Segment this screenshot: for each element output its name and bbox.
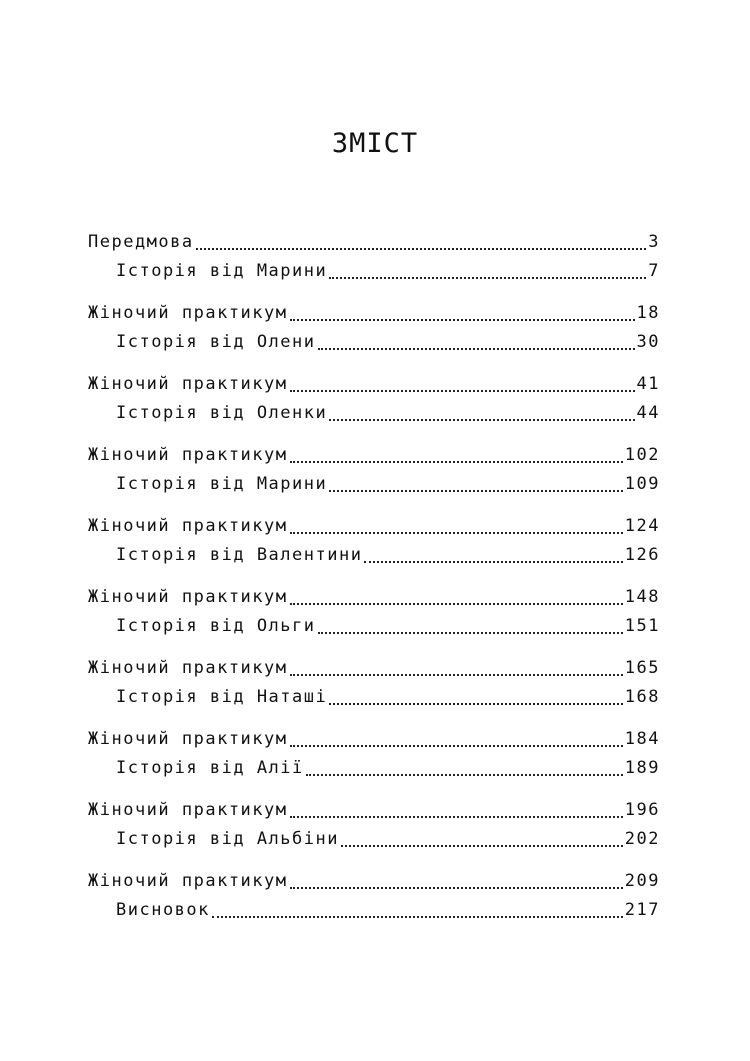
dot-leader bbox=[318, 348, 635, 350]
dot-leader bbox=[341, 845, 623, 847]
toc-entry-sub[interactable] bbox=[88, 612, 660, 641]
toc-page-number: 202 bbox=[624, 829, 660, 849]
toc-page-number: 41 bbox=[636, 374, 660, 394]
dot-leader bbox=[329, 490, 623, 492]
dot-leader bbox=[290, 674, 623, 676]
dot-leader bbox=[306, 774, 623, 776]
toc-page-number: 151 bbox=[624, 616, 660, 636]
toc-entry-main[interactable] bbox=[88, 583, 660, 612]
toc-entry-main[interactable] bbox=[88, 512, 660, 541]
toc-group bbox=[88, 299, 660, 357]
dot-leader bbox=[364, 561, 622, 563]
toc-entry-sub[interactable] bbox=[88, 470, 660, 499]
toc-page-number: 189 bbox=[624, 758, 660, 778]
toc-entry-label: Історія від Марини bbox=[116, 261, 328, 281]
dot-leader bbox=[290, 461, 623, 463]
dot-leader bbox=[318, 632, 623, 634]
dot-leader bbox=[290, 745, 623, 747]
toc-group bbox=[88, 654, 660, 712]
toc-group bbox=[88, 228, 660, 286]
toc-entry-main[interactable] bbox=[88, 441, 660, 470]
toc-group bbox=[88, 867, 660, 925]
toc-group bbox=[88, 583, 660, 641]
toc-group bbox=[88, 512, 660, 570]
toc-entry-label: Жіночий практикум bbox=[88, 658, 288, 678]
toc-entry-label: Жіночий практикум bbox=[88, 800, 288, 820]
table-of-contents bbox=[88, 228, 660, 938]
dot-leader bbox=[290, 887, 623, 889]
toc-page-number: 126 bbox=[624, 545, 660, 565]
toc-entry-main[interactable] bbox=[88, 228, 660, 257]
toc-page-number: 102 bbox=[624, 445, 660, 465]
dot-leader bbox=[329, 419, 634, 421]
toc-entry-label: Жіночий практикум bbox=[88, 303, 288, 323]
toc-entry-label: Жіночий практикум bbox=[88, 729, 288, 749]
toc-page-number: 168 bbox=[624, 687, 660, 707]
toc-page-number: 30 bbox=[636, 332, 660, 352]
toc-page-number: 3 bbox=[648, 232, 660, 252]
toc-entry-main[interactable] bbox=[88, 796, 660, 825]
toc-entry-label: Історія від Алії bbox=[116, 758, 304, 778]
toc-page-number: 196 bbox=[624, 800, 660, 820]
toc-entry-label: Історія від Альбіни bbox=[116, 829, 339, 849]
dot-leader bbox=[329, 703, 623, 705]
toc-group bbox=[88, 725, 660, 783]
toc-entry-label: Історія від Оленки bbox=[116, 403, 328, 423]
toc-entry-label: Історія від Наташі bbox=[116, 687, 328, 707]
toc-group bbox=[88, 796, 660, 854]
toc-entry-main[interactable] bbox=[88, 654, 660, 683]
toc-entry-sub[interactable] bbox=[88, 896, 660, 925]
toc-entry-label: Історія від Ольги bbox=[116, 616, 316, 636]
toc-page-number: 7 bbox=[648, 261, 660, 281]
dot-leader bbox=[290, 390, 635, 392]
toc-entry-sub[interactable] bbox=[88, 257, 660, 286]
toc-entry-label: Історія від Марини bbox=[116, 474, 328, 494]
toc-entry-label: Історія від Олени bbox=[116, 332, 316, 352]
dot-leader bbox=[290, 816, 623, 818]
dot-leader bbox=[196, 248, 647, 250]
toc-page-number: 209 bbox=[624, 871, 660, 891]
toc-entry-sub[interactable] bbox=[88, 683, 660, 712]
toc-entry-label: Жіночий практикум bbox=[88, 516, 288, 536]
toc-entry-main[interactable] bbox=[88, 299, 660, 328]
toc-entry-main[interactable] bbox=[88, 370, 660, 399]
toc-entry-label: Жіночий практикум bbox=[88, 587, 288, 607]
toc-entry-label: Жіночий практикум bbox=[88, 445, 288, 465]
toc-entry-main[interactable] bbox=[88, 867, 660, 896]
toc-entry-sub[interactable] bbox=[88, 825, 660, 854]
toc-entry-label: Передмова bbox=[88, 232, 194, 252]
toc-page-number: 18 bbox=[636, 303, 660, 323]
toc-group bbox=[88, 441, 660, 499]
toc-page-number: 109 bbox=[624, 474, 660, 494]
dot-leader bbox=[290, 603, 623, 605]
toc-entry-sub[interactable] bbox=[88, 541, 660, 570]
dot-leader bbox=[290, 319, 635, 321]
page-title: ЗМІСТ bbox=[331, 128, 419, 159]
dot-leader bbox=[212, 916, 623, 918]
dot-leader bbox=[329, 277, 646, 279]
toc-entry-main[interactable] bbox=[88, 725, 660, 754]
toc-entry-sub[interactable] bbox=[88, 754, 660, 783]
toc-page-number: 44 bbox=[636, 403, 660, 423]
toc-entry-label: Жіночий практикум bbox=[88, 374, 288, 394]
toc-entry-sub[interactable] bbox=[88, 399, 660, 428]
toc-page-number: 148 bbox=[624, 587, 660, 607]
toc-entry-label: Висновок bbox=[116, 900, 210, 920]
toc-entry-label: Історія від Валентини bbox=[116, 545, 363, 565]
toc-page-number: 217 bbox=[624, 900, 660, 920]
toc-page-number: 184 bbox=[624, 729, 660, 749]
dot-leader bbox=[290, 532, 623, 534]
toc-entry-label: Жіночий практикум bbox=[88, 871, 288, 891]
toc-entry-sub[interactable] bbox=[88, 328, 660, 357]
toc-group bbox=[88, 370, 660, 428]
toc-page-number: 124 bbox=[624, 516, 660, 536]
toc-page-number: 165 bbox=[624, 658, 660, 678]
